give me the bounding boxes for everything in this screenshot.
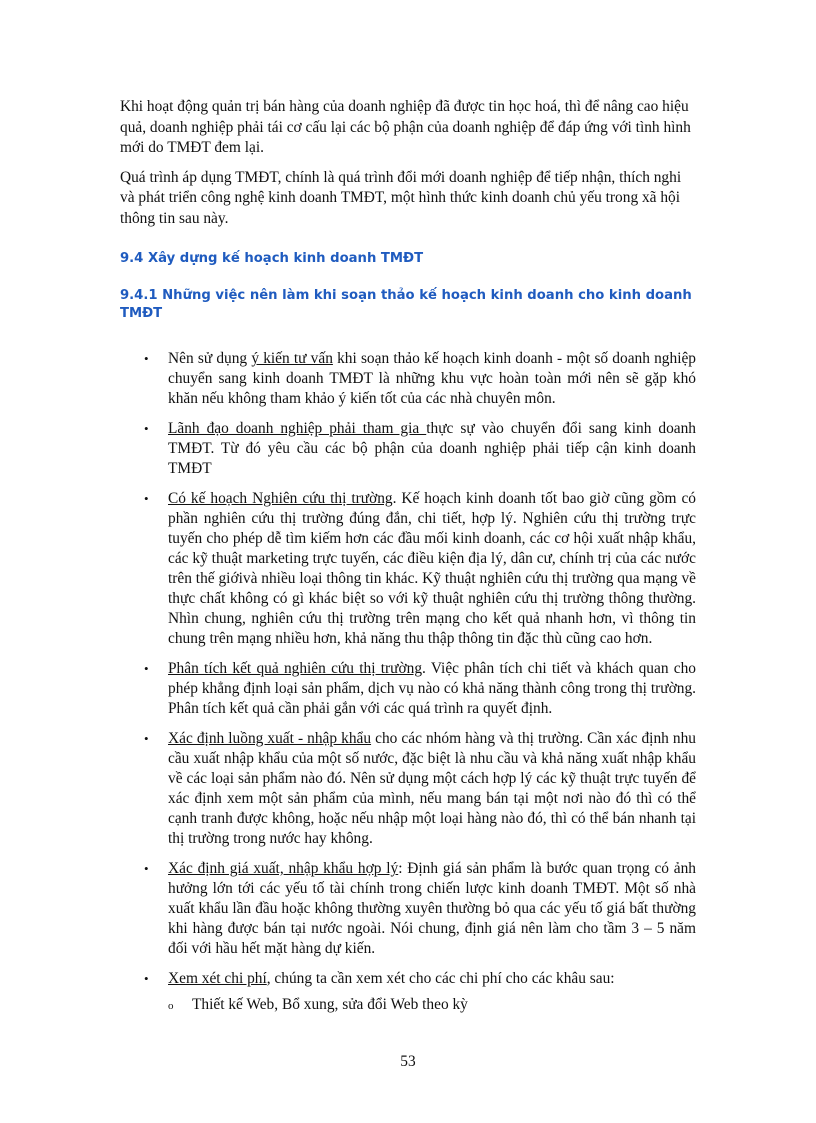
bullet-icon: • xyxy=(144,861,149,876)
sublist-item xyxy=(168,995,696,1015)
cost-sublist xyxy=(168,995,696,1015)
bullet-icon: • xyxy=(144,491,149,506)
item-lead: ý kiến tư vấn xyxy=(251,350,333,367)
recommendation-list xyxy=(120,349,696,1015)
bullet-icon: • xyxy=(144,661,149,676)
page-number: 53 xyxy=(400,1053,416,1070)
list-item xyxy=(144,489,696,649)
item-lead: Phân tích kết quả nghiên cứu thị trường xyxy=(168,660,423,677)
bullet-icon: • xyxy=(144,971,149,986)
item-lead: Xác định luồng xuất - nhập khẩu xyxy=(168,730,372,747)
list-item xyxy=(144,659,696,719)
intro-paragraph-2: Quá trình áp dụng TMĐT, chính là quá trình đổi mới doanh nghiệp để tiếp nhận, thích nghi và phát triển công nghệ kinh doanh TMĐT, một hình thức kinh doanh chủ yếu trong xã hội thông tin sau này. xyxy=(120,168,682,227)
intro-paragraph-1: Khi hoạt động quản trị bán hàng của doanh nghiệp đã được tin học hoá, thì để nâng cao hiệu quả, doanh nghiệp phải tái cơ cấu lại các bộ phận của doanh nghiệp để đáp ứng với tình hình mới do TMĐT đem lại. xyxy=(120,98,691,156)
item-text: . Việc phân tích chi tiết và khách quan cho phép khẳng định loại sản phẩm, dịch vụ nào có khả năng thành công trong thị trường. Phân tích kết quả cần phải gắn với các quá trình ra quyết định. xyxy=(168,660,696,717)
bullet-icon: • xyxy=(144,351,149,366)
item-pre: Nên sử dụng xyxy=(168,350,252,367)
item-text: khi soạn thảo kế hoạch kinh doanh - một số doanh nghiệp chuyển sang kinh doanh TMĐT là những khu vực hoàn toàn mới nên sẽ gặp khó khăn nếu không tham khảo ý kiến tốt của các nhà chuyên môn. xyxy=(168,350,696,407)
item-lead: Lãnh đạo doanh nghiệp phải tham gia xyxy=(168,420,427,437)
item-text: , chúng ta cần xem xét cho các chi phí cho các khâu sau: xyxy=(266,970,615,987)
page-content xyxy=(120,97,696,1025)
item-lead: Xem xét chi phí xyxy=(168,970,267,987)
list-item xyxy=(144,349,696,409)
item-text: : Định giá sản phẩm là bước quan trọng có ảnh hưởng lớn tới các yếu tố tài chính trong chiến lược kinh doanh TMĐT. Một số nhà xuất khẩu lần đầu hoặc không thường xuyên thường bỏ qua các yếu tố giá bất thường khi hàng được bán tại nước ngoài. Nói chung, định giá nên làm cho tầm 3 – 5 năm đối với hầu hết mặt hàng dự kiến. xyxy=(168,860,696,957)
bullet-icon: • xyxy=(144,421,149,436)
item-text: thực sự vào chuyển đổi sang kinh doanh TMĐT. Từ đó yêu cầu các bộ phận của doanh nghiệp phải tiếp cận kinh doanh TMĐT xyxy=(168,420,696,477)
item-lead: Xác định giá xuất, nhập khẩu hợp lý xyxy=(168,860,399,877)
item-lead: Có kế hoạch Nghiên cứu thị trường xyxy=(168,490,393,507)
circle-bullet-icon: o xyxy=(168,1000,174,1012)
list-item xyxy=(144,859,696,959)
section-heading: 9.4 Xây dựng kế hoạch kinh doanh TMĐT xyxy=(120,251,424,266)
item-text: cho các nhóm hàng và thị trường. Cần xác định nhu cầu xuất nhập khẩu của một số nước, đặc biệt là nhu cầu và khả năng xuất nhập khẩu về các loại sản phẩm nào đó. Nên sử dụng một cách hợp lý các kỹ thuật trực tuyến để xác định xem một sản phẩm của mình, nếu mang bán tại một nơi nào đó thì có thể cạnh tranh được không, hoặc nếu nhập một loại hàng nào đó, thì có thể bán nhanh tại thị trường trong nước hay không. xyxy=(168,730,696,847)
sublist-item-text: Thiết kế Web, Bổ xung, sửa đổi Web theo kỳ xyxy=(192,996,468,1013)
list-item xyxy=(144,419,696,479)
subsection-heading: 9.4.1 Những việc nên làm khi soạn thảo kế hoạch kinh doanh cho kinh doanh TMĐT xyxy=(120,288,692,321)
list-item xyxy=(144,969,696,1015)
list-item xyxy=(144,729,696,849)
item-text: . Kế hoạch kinh doanh tốt bao giờ cũng gồm có phần nghiên cứu thị trường đúng đắn, chi tiết, hợp lý. Nghiên cứu thị trường trực tuyến cho phép dễ tìm kiếm hơn các đầu mối kinh doanh, các cơ hội xuất nhập khẩu, các kỹ thuật marketing trực tuyến, các điều kiện địa lý, dân cư, chính trị của các nước trên thế giớivà nhiều loại thông tin khác. Kỹ thuật nghiên cứu thị trường qua mạng về thực chất không có gì khác biệt so với kỹ thuật nghiên cứu thị trường thông thường. Nhìn chung, nghiên cứu thị trường trên mạng cho kết quả nhanh hơn, vì thông tin chung trên mạng nhiều hơn, khả năng thu thập thông tin đặc thù cũng cao hơn. xyxy=(168,490,696,647)
bullet-icon: • xyxy=(144,731,149,746)
